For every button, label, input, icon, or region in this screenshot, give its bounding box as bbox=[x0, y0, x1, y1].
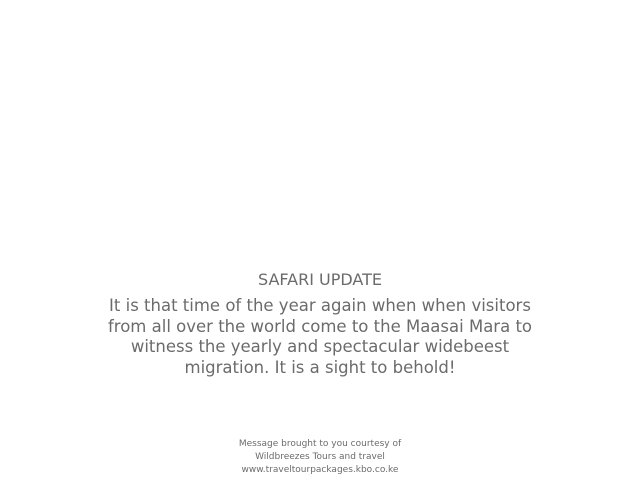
footer-line-website: www.traveltourpackages.kbo.co.ke bbox=[241, 465, 399, 475]
footer-line-company: Wildbreezes Tours and travel bbox=[255, 452, 385, 462]
slide-title: SAFARI UPDATE bbox=[258, 270, 382, 289]
slide-footer bbox=[180, 438, 460, 477]
footer-line-courtesy: Message brought to you courtesy of bbox=[238, 439, 402, 449]
slide-body-text: It is that time of the year again when when visitors from all over the world come to the Maasai Mara to witness the yearly and spectacular widebeest migration. It is a sight to behold! bbox=[107, 296, 533, 377]
